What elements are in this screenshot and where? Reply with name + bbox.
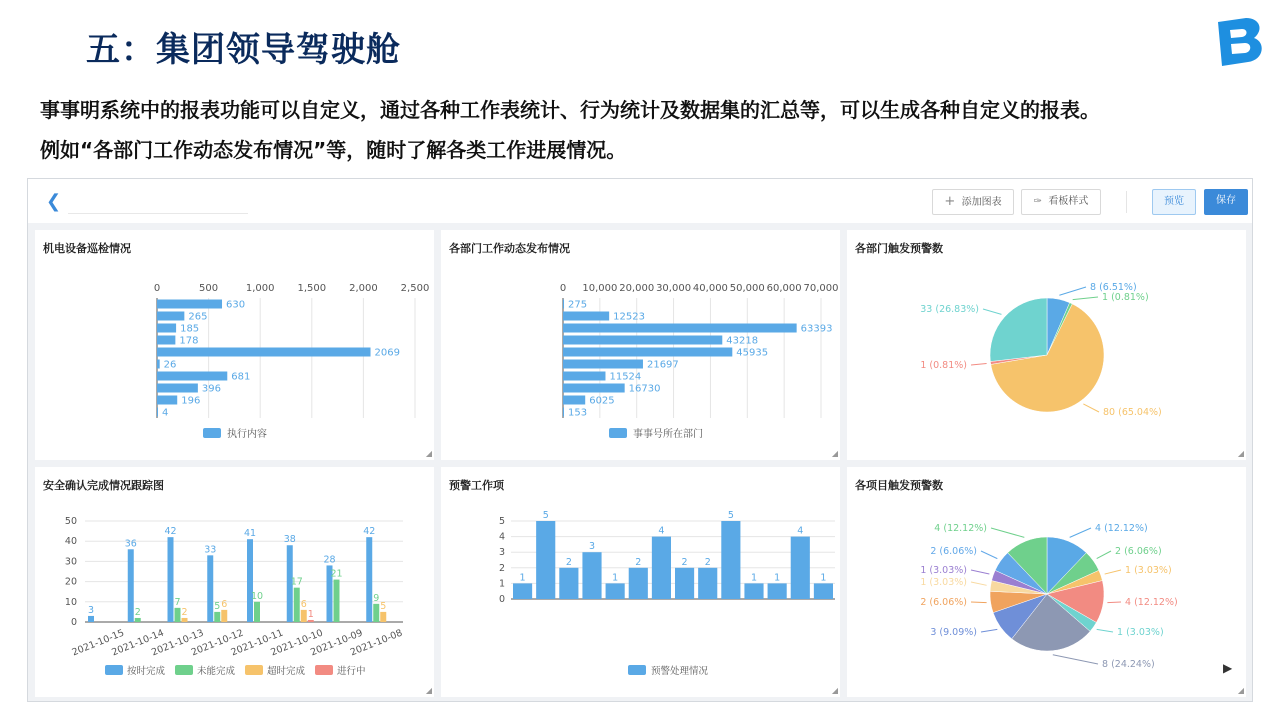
bar-value-label: 396 [201, 383, 221, 395]
pie-slice-label: 1 (3.03%) [1125, 565, 1172, 576]
bar [88, 616, 94, 622]
bar-value-label: 41 [243, 528, 257, 540]
bar [791, 537, 810, 599]
bar-value-label: 196 [181, 395, 201, 407]
dashboard-toolbar [28, 179, 1252, 223]
dashboard-name-input[interactable] [68, 213, 248, 214]
bar [563, 396, 585, 405]
legend-swatch [105, 665, 123, 675]
bar-value-label: 2069 [374, 347, 400, 359]
preview-button[interactable]: 预览 [1152, 189, 1196, 215]
pie-label-line [1107, 602, 1121, 603]
bar-value-label: 33 [204, 544, 217, 556]
bar [652, 537, 671, 599]
bar [373, 604, 379, 622]
legend-swatch [203, 428, 221, 438]
bar-value-label: 10 [250, 590, 264, 602]
resize-handle-icon[interactable]: ◢ [425, 686, 432, 695]
bar [301, 610, 307, 622]
bar-value-label: 1 [750, 572, 758, 584]
y-tick-label: 0 [70, 617, 77, 628]
panel-project-alerts [847, 467, 1246, 697]
pie-slice-label: 1 (0.81%) [920, 360, 967, 371]
pie-label-line [981, 551, 997, 559]
bar [334, 580, 340, 622]
bar-value-label: 6025 [589, 395, 615, 407]
bar [157, 312, 184, 321]
y-tick-label: 30 [64, 556, 77, 568]
bar-value-label: 43218 [726, 335, 759, 347]
panel-department-posts [441, 230, 840, 460]
bar [563, 408, 564, 417]
pie-label-line [1070, 528, 1091, 537]
pie-label-line [1097, 551, 1111, 559]
pie-label-line [1105, 570, 1121, 574]
description-line-1: 事事明系统中的报表功能可以自定义，通过各种工作表统计、行为统计及数据集的汇总等，可以生成各种自定义的报表。 [40, 98, 1100, 122]
panel-title: 机电设备巡检情况 [43, 242, 131, 255]
bar-value-label: 6 [300, 598, 307, 610]
pie-slice-label: 1 (3.03%) [920, 577, 967, 588]
resize-handle-icon[interactable]: ◢ [1237, 686, 1244, 695]
pie-slice-label: 2 (6.06%) [1115, 546, 1162, 557]
panel-title: 各部门触发预警数 [855, 242, 943, 255]
y-tick-label: 5 [498, 516, 505, 527]
legend-label: 进行中 [337, 666, 366, 677]
pie-slice-label: 4 (12.12%) [1125, 597, 1178, 608]
y-tick-label: 10 [64, 596, 77, 608]
panel-safety-tracking [35, 467, 434, 697]
legend-next-page-icon[interactable]: ▶ [1223, 661, 1233, 675]
bar-value-label: 4 [658, 525, 665, 537]
bar-value-label: 42 [363, 526, 376, 538]
department-posts-chart [441, 230, 840, 460]
pie-label-line [983, 309, 1001, 314]
dashboard-window [27, 178, 1253, 702]
panel-title: 各项目触发预警数 [855, 479, 943, 492]
x-tick-label: 2,500 [400, 283, 430, 294]
board-style-button[interactable] [1021, 189, 1101, 215]
bar-value-label: 38 [283, 534, 296, 546]
pie-label-line [1083, 404, 1099, 412]
bar-value-label: 9 [373, 592, 380, 604]
bar [308, 620, 314, 622]
bar [513, 583, 532, 599]
bar-value-label: 63393 [800, 323, 833, 335]
bar-value-label: 630 [226, 299, 246, 311]
x-tick-label: 2021-10-15 [70, 627, 126, 659]
bar-value-label: 1 [519, 572, 526, 584]
x-tick-label: 2021-10-11 [229, 627, 285, 659]
pie-label-line [971, 570, 989, 574]
bar-value-label: 1 [774, 572, 781, 584]
x-tick-label: 2021-10-12 [189, 627, 246, 659]
x-tick-label: 30,000 [656, 283, 692, 294]
brand-logo-icon [1212, 14, 1268, 70]
legend-label: 事事号所在部门 [633, 429, 703, 440]
description-line-2: 例如“各部门工作动态发布情况”等，随时了解各类工作进展情况。 [40, 138, 627, 162]
bar-value-label: 265 [188, 311, 208, 323]
panel-equipment-inspection [35, 230, 434, 460]
bar [563, 336, 722, 345]
bar [721, 521, 740, 599]
x-tick-label: 20,000 [619, 283, 655, 294]
bar [247, 539, 253, 622]
legend-label: 预警处理情况 [651, 666, 709, 677]
pie-label-line [981, 629, 997, 632]
bar-value-label: 185 [180, 323, 200, 335]
bar [157, 408, 158, 417]
bar-value-label: 5 [214, 600, 221, 612]
y-tick-label: 40 [64, 536, 77, 548]
save-button[interactable]: 保存 [1204, 189, 1248, 215]
bar [563, 312, 609, 321]
bar-value-label: 1 [612, 572, 619, 584]
add-chart-label: 添加图表 [961, 197, 1002, 208]
pie-label-line [1053, 655, 1098, 664]
equipment-inspection-chart [35, 230, 434, 460]
bar [380, 612, 386, 622]
add-chart-button[interactable] [932, 189, 1014, 215]
bar-value-label: 5 [727, 510, 734, 521]
bar [675, 568, 694, 599]
legend-swatch [245, 665, 263, 675]
bar-value-label: 26 [163, 359, 177, 371]
alert-items-chart [441, 467, 840, 697]
resize-handle-icon[interactable]: ◢ [425, 449, 432, 458]
x-tick-label: 60,000 [766, 283, 802, 294]
bar-value-label: 3 [87, 604, 95, 616]
pie-slice [990, 298, 1047, 362]
bar [254, 602, 260, 622]
bar-value-label: 5 [542, 510, 549, 521]
x-tick-label: 2021-10-08 [348, 627, 405, 659]
bar-value-label: 2 [181, 606, 188, 618]
bar [563, 372, 605, 381]
pie-slice-label: 8 (6.51%) [1090, 282, 1137, 293]
bar-value-label: 11524 [609, 371, 642, 383]
pie-slice-label: 1 (0.81%) [1102, 292, 1149, 303]
bar [563, 348, 732, 357]
pie-label-line [971, 582, 987, 585]
panel-department-alerts [847, 230, 1246, 460]
plus-icon: + [944, 194, 956, 209]
bar-value-label: 4 [162, 407, 169, 419]
bar [221, 610, 227, 622]
toolbar-divider [1126, 191, 1127, 213]
y-tick-label: 1 [498, 578, 505, 590]
bar-value-label: 28 [323, 554, 336, 566]
x-tick-label: 2021-10-13 [150, 627, 206, 659]
pie-slice-label: 3 (9.09%) [930, 627, 977, 638]
pie-label-line [971, 364, 987, 365]
bar [814, 583, 833, 599]
bar [207, 555, 213, 622]
bar-value-label: 1 [820, 572, 827, 584]
bar [563, 324, 797, 333]
chevron-left-icon[interactable]: ❮ [46, 191, 62, 212]
panel-title: 各部门工作动态发布情况 [449, 242, 570, 255]
x-tick-label: 2021-10-14 [110, 627, 166, 659]
bar [294, 588, 300, 622]
slide-title: 五：集团领导驾驶舱 [86, 30, 401, 70]
project-alerts-chart [847, 467, 1246, 697]
bar [157, 372, 227, 381]
bar [157, 384, 198, 393]
bar [157, 336, 175, 345]
x-tick-label: 2021-10-10 [269, 627, 325, 659]
bar [168, 537, 174, 622]
legend-swatch [609, 428, 627, 438]
bar-value-label: 2 [681, 556, 688, 568]
bar [629, 568, 648, 599]
bar-value-label: 3 [588, 541, 596, 553]
x-tick-label: 0 [559, 283, 567, 294]
bar [128, 549, 134, 622]
panel-title: 安全确认完成情况跟踪图 [43, 479, 164, 492]
y-tick-label: 4 [498, 531, 505, 543]
pie-slice-label: 1 (3.03%) [920, 565, 967, 576]
pie-slice-label: 2 (6.06%) [920, 597, 967, 608]
x-tick-label: 1,500 [297, 283, 327, 294]
brush-icon: ✑ [1033, 196, 1043, 207]
pie-slice-label: 1 (3.03%) [1117, 627, 1164, 638]
bar [157, 300, 222, 309]
department-alerts-chart [847, 230, 1246, 460]
pie-slice-label: 8 (24.24%) [1102, 659, 1155, 670]
bar [157, 360, 160, 369]
bar [768, 583, 787, 599]
pie-label-line [1097, 629, 1113, 632]
pie-label-line [1073, 297, 1098, 300]
bar-value-label: 6 [221, 598, 228, 610]
pie-slice-label: 4 (12.12%) [934, 523, 987, 534]
y-tick-label: 0 [498, 594, 505, 605]
bar [175, 608, 181, 622]
bar-value-label: 16730 [628, 383, 661, 395]
resize-handle-icon[interactable]: ◢ [831, 449, 838, 458]
pie-label-line [991, 528, 1024, 537]
y-tick-label: 2 [498, 562, 505, 574]
resize-handle-icon[interactable]: ◢ [831, 686, 838, 695]
bar [698, 568, 717, 599]
bar [214, 612, 220, 622]
legend-swatch [315, 665, 333, 675]
pie-label-line [1059, 287, 1086, 295]
pie-slice-label: 2 (6.06%) [930, 546, 977, 557]
bar-value-label: 275 [568, 299, 588, 311]
pie-slice-label: 80 (65.04%) [1103, 407, 1162, 418]
bar-value-label: 5 [380, 600, 387, 612]
x-tick-label: 1,000 [245, 283, 275, 294]
legend-label: 未能完成 [197, 666, 236, 677]
legend-swatch [628, 665, 646, 675]
bar-value-label: 153 [568, 407, 588, 419]
x-tick-label: 40,000 [692, 283, 728, 294]
bar [157, 348, 371, 357]
legend-label: 超时完成 [267, 666, 306, 677]
bar-value-label: 36 [124, 538, 137, 550]
x-tick-label: 2,000 [349, 283, 378, 294]
pie-slice-label: 33 (26.83%) [920, 304, 979, 315]
bar-value-label: 21697 [646, 359, 679, 371]
bar-value-label: 21 [330, 568, 343, 580]
resize-handle-icon[interactable]: ◢ [1237, 449, 1244, 458]
bar [582, 552, 601, 599]
bar [366, 537, 372, 622]
legend-label: 执行内容 [227, 429, 267, 440]
bar [182, 618, 188, 622]
safety-tracking-chart [35, 467, 434, 697]
bar [536, 521, 555, 599]
bar-value-label: 17 [290, 576, 303, 588]
bar-value-label: 178 [179, 335, 199, 347]
bar-value-label: 7 [174, 596, 181, 608]
x-tick-label: 70,000 [803, 283, 839, 294]
x-tick-label: 2021-10-09 [309, 627, 365, 659]
pie-label-line [971, 602, 987, 603]
bar-value-label: 1 [307, 608, 314, 620]
y-tick-label: 50 [64, 516, 77, 527]
bar [157, 396, 177, 405]
x-tick-label: 50,000 [729, 283, 765, 294]
bar [563, 300, 564, 309]
x-tick-label: 500 [199, 283, 219, 294]
bar-value-label: 2 [635, 556, 642, 568]
y-tick-label: 3 [498, 547, 505, 559]
bar [563, 360, 643, 369]
legend-label: 按时完成 [127, 666, 166, 677]
bar-value-label: 681 [231, 371, 251, 383]
panel-alert-items [441, 467, 840, 697]
bar-value-label: 2 [704, 556, 711, 568]
bar-value-label: 4 [797, 525, 804, 537]
legend-swatch [175, 665, 193, 675]
pie-slice-label: 4 (12.12%) [1095, 523, 1148, 534]
x-tick-label: 10,000 [582, 283, 618, 294]
x-tick-label: 0 [153, 283, 161, 294]
bar [559, 568, 578, 599]
panel-title: 预警工作项 [449, 479, 504, 492]
bar-value-label: 2 [134, 606, 141, 618]
bar [563, 384, 625, 393]
bar [606, 583, 625, 599]
board-style-label: 看板样式 [1048, 196, 1089, 207]
bar [744, 583, 763, 599]
bar-value-label: 42 [164, 526, 177, 538]
bar [157, 324, 176, 333]
bar [135, 618, 141, 622]
bar-value-label: 2 [565, 556, 572, 568]
y-tick-label: 20 [64, 576, 77, 588]
bar-value-label: 45935 [736, 347, 769, 359]
bar-value-label: 12523 [613, 311, 645, 323]
